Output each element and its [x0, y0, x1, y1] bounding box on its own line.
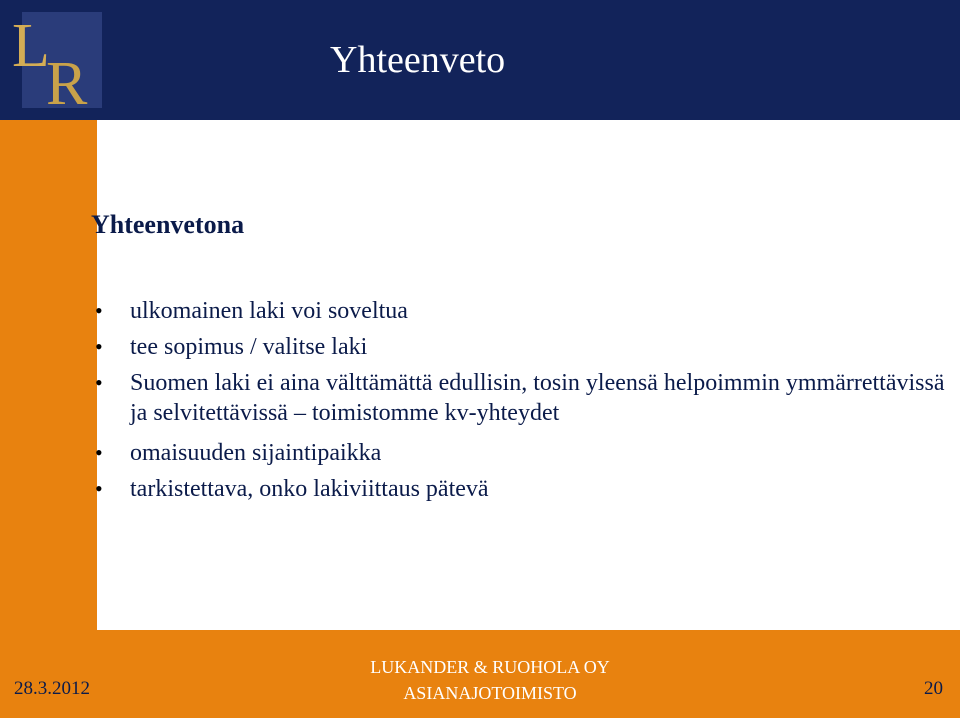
left-accent-bar	[0, 120, 97, 630]
footer-company	[360, 654, 620, 706]
page-title: Yhteenveto	[330, 39, 506, 81]
list-item: • Suomen laki ei aina välttämättä edullisin, tosin yleensä helpoimmin ymmärrettävissä ja selvitettävissä – toimistomme kv-yhteydet	[97, 368, 947, 428]
list-item: • tarkistettava, onko lakiviittaus pätevä	[97, 474, 947, 504]
lr-logo	[6, 4, 116, 116]
list-item: • tee sopimus / valitse laki	[97, 332, 947, 362]
svg-text:R: R	[46, 50, 88, 116]
footer-date: 28.3.2012	[14, 678, 90, 699]
bullet-list	[97, 296, 947, 510]
page-number: 20	[924, 678, 943, 699]
svg-text:L: L	[12, 12, 50, 80]
content-area	[91, 120, 960, 630]
header-bar	[0, 0, 960, 120]
list-item: • ulkomainen laki voi soveltua	[97, 296, 947, 326]
section-subtitle: Yhteenvetona	[91, 210, 245, 239]
company-type: ASIANAJOTOIMISTO	[403, 683, 577, 703]
list-item: • omaisuuden sijaintipaikka	[97, 438, 947, 468]
footer-bar	[0, 630, 960, 718]
company-name: LUKANDER & RUOHOLA OY	[370, 657, 610, 677]
